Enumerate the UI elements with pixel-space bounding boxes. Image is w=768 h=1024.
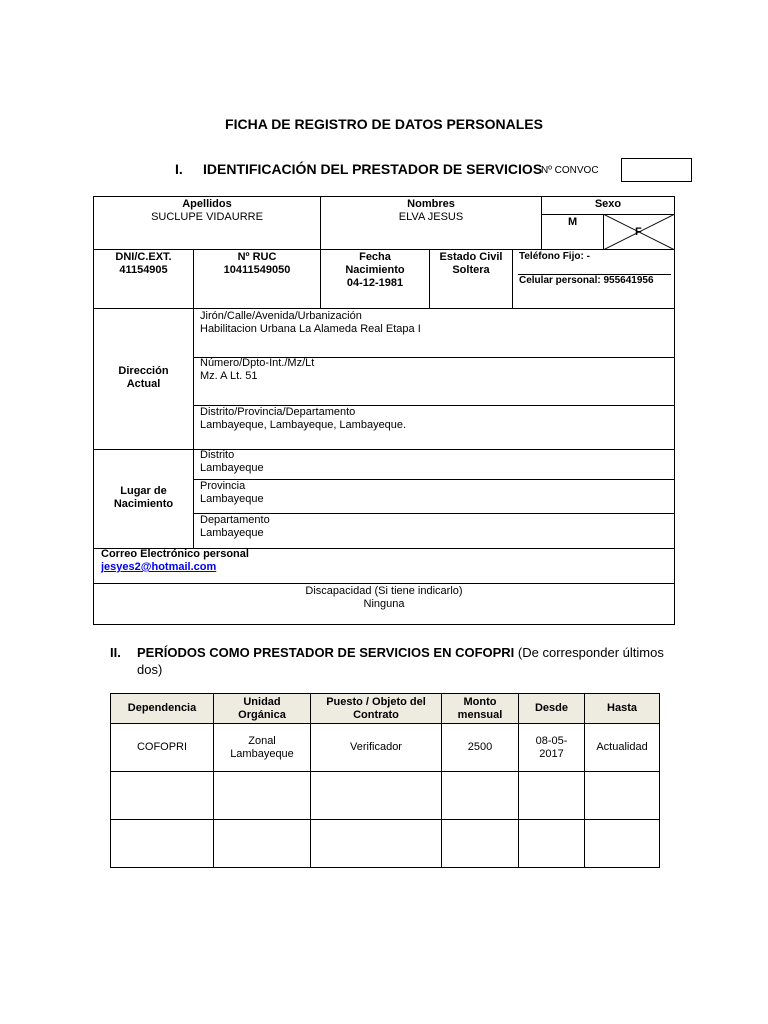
section-2-title: [137, 644, 677, 678]
dni-cell: [93, 249, 194, 309]
periodos-cell-text: Actualidad: [596, 741, 648, 753]
periodos-cell-text: 08-05-: [535, 734, 568, 747]
periodos-header-text: mensual: [457, 708, 503, 721]
telefono-fijo: Teléfono Fijo: -: [519, 251, 590, 262]
sexo-label: Sexo: [594, 198, 622, 210]
periodos-cell[interactable]: [519, 820, 585, 868]
section-2-title-rest: (De corresponder últimos: [514, 645, 664, 660]
correo-label: Correo Electrónico personal: [101, 548, 249, 560]
convoc-label: Nº CONVOC: [541, 165, 599, 176]
direccion-via-cell: [193, 308, 675, 358]
section-2-title-bold: PERÍODOS COMO PRESTADOR DE SERVICIOS EN COFOPRI: [137, 645, 515, 660]
periodos-cell[interactable]: [442, 724, 519, 772]
direccion-via-value: Habilitacion Urbana La Alameda Real Etapa I: [200, 323, 421, 335]
periodos-cell[interactable]: [311, 772, 442, 820]
periodos-row: [111, 724, 660, 772]
direccion-label-2: Actual: [126, 378, 161, 390]
periodos-cell[interactable]: [442, 772, 519, 820]
periodos-header-cell: [585, 694, 660, 724]
nombres-cell: [320, 196, 542, 250]
direccion-numero-cell: [193, 357, 675, 406]
periodos-cell[interactable]: [585, 772, 660, 820]
nacimiento-provincia-cell: [193, 479, 675, 514]
estado-civil-label: Estado Civil: [439, 251, 503, 263]
periodos-header-text: Unidad: [243, 695, 281, 708]
nacimiento-departamento-cell: [193, 513, 675, 549]
periodos-cell-text: 2017: [539, 747, 564, 760]
sexo-f-box[interactable]: [603, 214, 675, 250]
periodos-cell-text: Lambayeque: [230, 747, 294, 760]
direccion-ubigeo-value: Lambayeque, Lambayeque, Lambayeque.: [200, 419, 407, 431]
periodos-header-text: Puesto / Objeto del: [326, 695, 426, 708]
nacimiento-departamento-value: Lambayeque: [200, 527, 264, 539]
fecha-cell: [320, 249, 430, 309]
sexo-m[interactable]: M: [568, 216, 578, 228]
section-2-title-rest-2: dos): [137, 662, 163, 677]
correo-cell: [93, 548, 675, 584]
periodos-cell[interactable]: [585, 820, 660, 868]
nacimiento-distrito-value: Lambayeque: [200, 462, 264, 474]
nacimiento-label-1: Lugar de: [120, 485, 167, 497]
direccion-label-cell: [93, 308, 194, 450]
discapacidad-label: Discapacidad (Si tiene indicarlo): [305, 585, 463, 597]
direccion-ubigeo-label: Distrito/Provincia/Departamento: [200, 406, 356, 418]
periodos-cell-text: 2500: [467, 741, 493, 753]
periodos-cell[interactable]: [519, 772, 585, 820]
periodos-cell[interactable]: [214, 820, 311, 868]
discapacidad-cell: [93, 583, 675, 625]
periodos-cell[interactable]: [111, 772, 214, 820]
periodos-cell-text: Zonal: [248, 734, 276, 747]
discapacidad-value: Ninguna: [363, 598, 405, 610]
periodos-row: [111, 772, 660, 820]
section-1-title: IDENTIFICACIÓN DEL PRESTADOR DE SERVICIOS: [203, 161, 543, 177]
dni-label: DNI/C.EXT.: [115, 251, 172, 263]
nacimiento-label-cell: [93, 449, 194, 549]
direccion-numero-label: Número/Dpto-Int./Mz/Lt: [200, 357, 315, 369]
periodos-cell[interactable]: [214, 724, 311, 772]
periodos-cell[interactable]: [111, 820, 214, 868]
dni-value: 41154905: [119, 264, 168, 276]
fecha-label-1: Fecha: [359, 251, 391, 263]
periodos-cell[interactable]: [311, 724, 442, 772]
direccion-label-1: Dirección: [118, 365, 169, 377]
convoc-field[interactable]: [621, 158, 692, 182]
periodos-header-cell: [214, 694, 311, 724]
sexo-f: F: [635, 226, 642, 238]
periodos-cell-text: Verificador: [350, 741, 402, 753]
nombres-label: Nombres: [407, 198, 455, 210]
apellidos-value: SUCLUPE VIDAURRE: [151, 211, 263, 223]
periodos-header-cell: [519, 694, 585, 724]
correo-link[interactable]: jesyes2@hotmail.com: [101, 561, 217, 573]
periodos-cell[interactable]: [442, 820, 519, 868]
periodos-table: [110, 693, 660, 868]
periodos-header-text: Contrato: [353, 708, 399, 721]
periodos-header-row: [111, 694, 660, 724]
periodos-header-text: Desde: [534, 702, 569, 714]
apellidos-cell: [93, 196, 321, 250]
fecha-label-2: Nacimiento: [345, 264, 405, 276]
ruc-cell: [193, 249, 321, 309]
periodos-cell[interactable]: [111, 724, 214, 772]
ruc-value: 10411549050: [223, 264, 291, 276]
nacimiento-provincia-value: Lambayeque: [200, 493, 264, 505]
periodos-header-text: Monto: [463, 695, 497, 708]
telefono-cell: [512, 249, 675, 309]
ruc-label: Nº RUC: [237, 251, 277, 263]
estado-civil-cell: [429, 249, 513, 309]
periodos-header-text: Dependencia: [127, 702, 197, 714]
nacimiento-departamento-label: Departamento: [200, 514, 270, 526]
nacimiento-label-2: Nacimiento: [113, 498, 174, 510]
periodos-cell[interactable]: [519, 724, 585, 772]
periodos-header-text: Orgánica: [238, 708, 286, 721]
fecha-value: 04-12-1981: [346, 277, 404, 289]
periodos-header-text: Hasta: [607, 702, 637, 714]
direccion-via-label: Jirón/Calle/Avenida/Urbanización: [200, 310, 362, 322]
section-1-number: I.: [175, 161, 183, 177]
periodos-row: [111, 820, 660, 868]
section-2-number: II.: [110, 645, 121, 660]
nacimiento-provincia-label: Provincia: [200, 480, 246, 492]
direccion-ubigeo-cell: [193, 405, 675, 450]
apellidos-label: Apellidos: [182, 198, 232, 210]
periodos-cell[interactable]: [214, 772, 311, 820]
periodos-cell[interactable]: [311, 820, 442, 868]
estado-civil-value: Soltera: [452, 264, 490, 276]
periodos-header-cell: [111, 694, 214, 724]
document-title: FICHA DE REGISTRO DE DATOS PERSONALES: [225, 116, 543, 132]
nacimiento-distrito-label: Distrito: [200, 449, 235, 461]
celular-personal: Celular personal: 955641956: [519, 275, 654, 286]
nacimiento-distrito-cell: [193, 449, 675, 480]
periodos-cell[interactable]: [585, 724, 660, 772]
periodos-cell-text: COFOPRI: [136, 741, 188, 753]
periodos-header-cell: [311, 694, 442, 724]
periodos-header-cell: [442, 694, 519, 724]
direccion-numero-value: Mz. A Lt. 51: [200, 370, 258, 382]
nombres-value: ELVA JESUS: [398, 211, 464, 223]
